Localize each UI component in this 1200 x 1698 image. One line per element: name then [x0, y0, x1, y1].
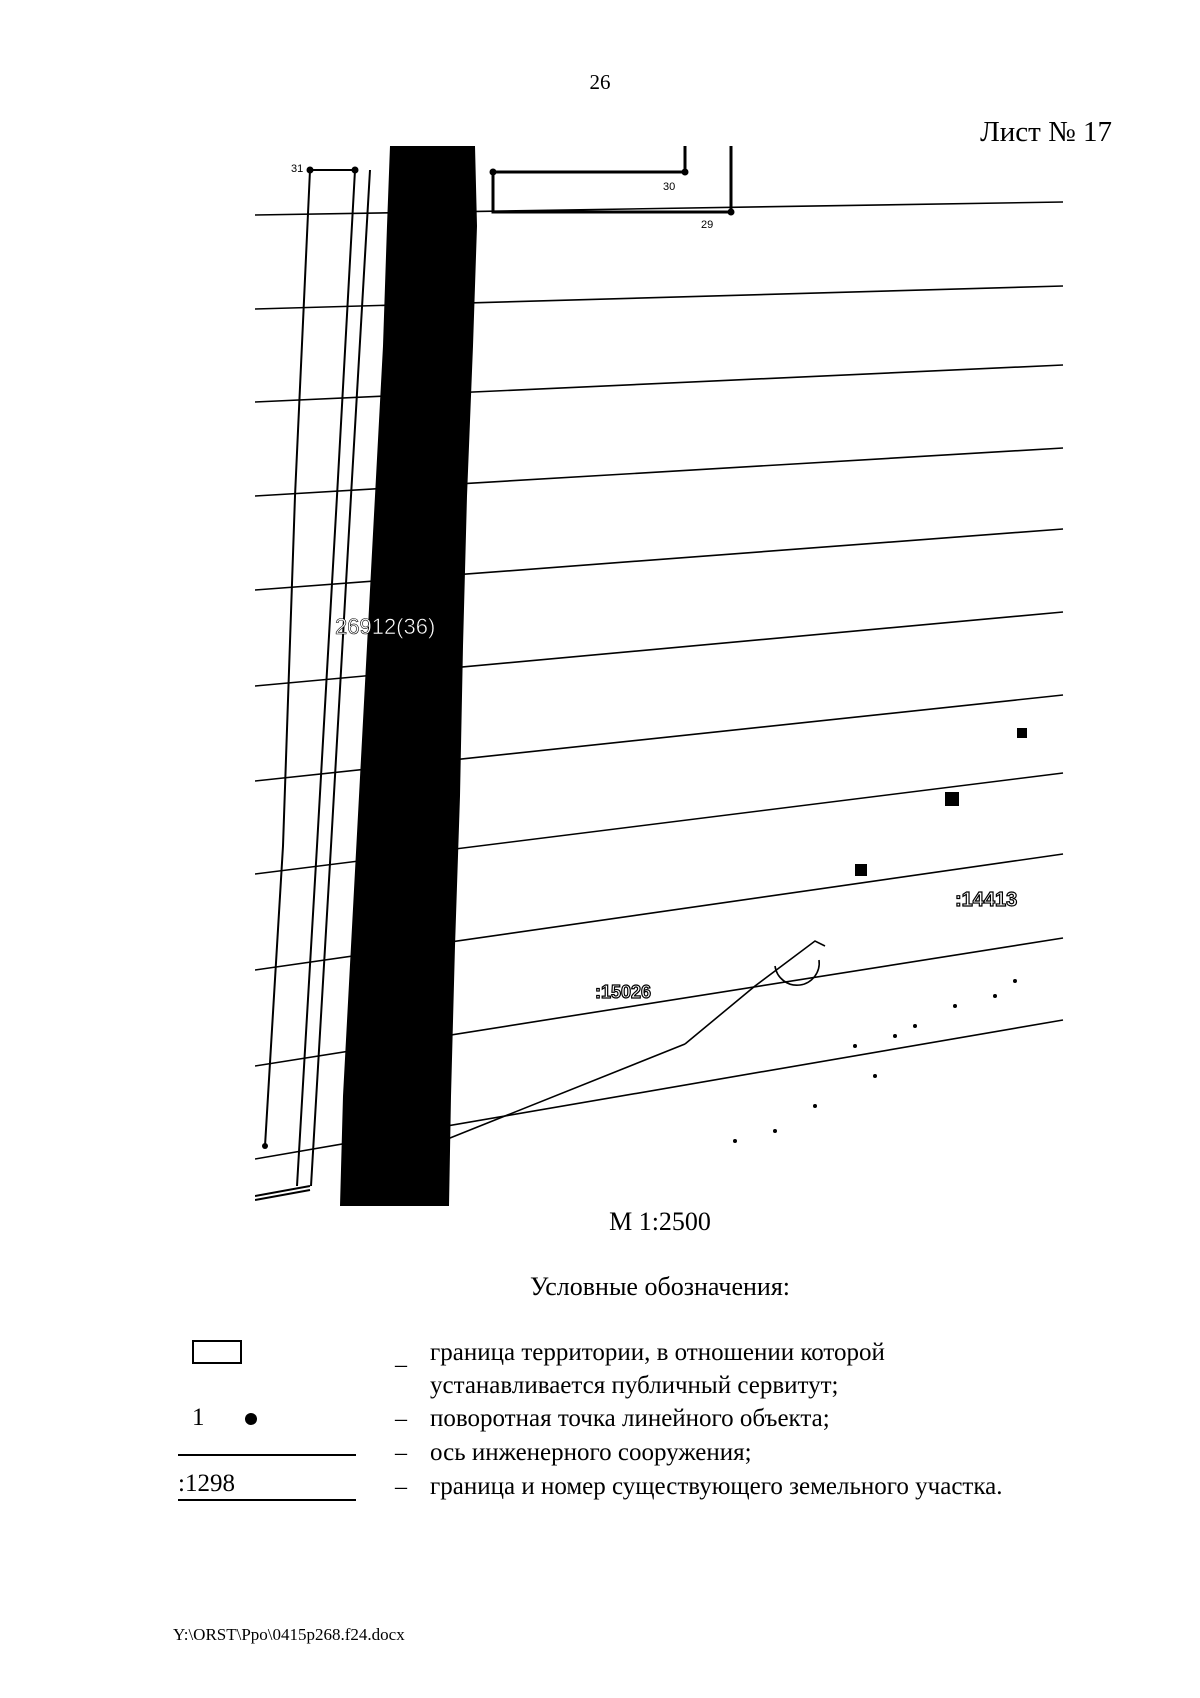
map-scale: М 1:2500 [609, 1207, 711, 1236]
parcel-label-14413: :14413 [955, 889, 1018, 911]
route-label: 26912(36) [335, 614, 436, 639]
legend-title: Условные обозначения: [529, 1272, 791, 1301]
cadastral-map [255, 146, 1070, 1206]
legend-item-text: поворотная точка линейного объекта; [430, 1405, 830, 1432]
page-number: 26 [589, 70, 611, 94]
legend-dash: – [395, 1352, 407, 1378]
servitude-boundary-symbol [192, 1340, 242, 1364]
legend-dash: – [395, 1474, 407, 1500]
point-label-31: 31 [291, 163, 304, 175]
legend-dash: – [395, 1406, 407, 1432]
parcel-label-15026: :15026 [595, 982, 652, 1002]
axis-line-symbol [178, 1454, 356, 1456]
legend-item-text: ось инженерного сооружения; [430, 1439, 752, 1466]
legend-item-text: граница территории, в отношении которой устанавливается публичный сервитут; [430, 1339, 885, 1399]
point-label-29: 29 [701, 219, 714, 231]
point-symbol-label: 1 [192, 1404, 205, 1431]
legend-dash: – [395, 1440, 407, 1466]
scatter-dots [733, 979, 1017, 1143]
top-structure [493, 146, 731, 212]
parcel-number-symbol: :1298 [178, 1469, 356, 1501]
turning-point-icon [245, 1413, 257, 1425]
sheet-label: Лист № 17 [980, 116, 1112, 148]
point-label-30: 30 [663, 181, 676, 193]
file-path-footer: Y:\ORST\Ppo\0415p268.f24.docx [173, 1625, 405, 1644]
legend-item-text: граница и номер существующего земельного участка. [430, 1473, 1003, 1500]
